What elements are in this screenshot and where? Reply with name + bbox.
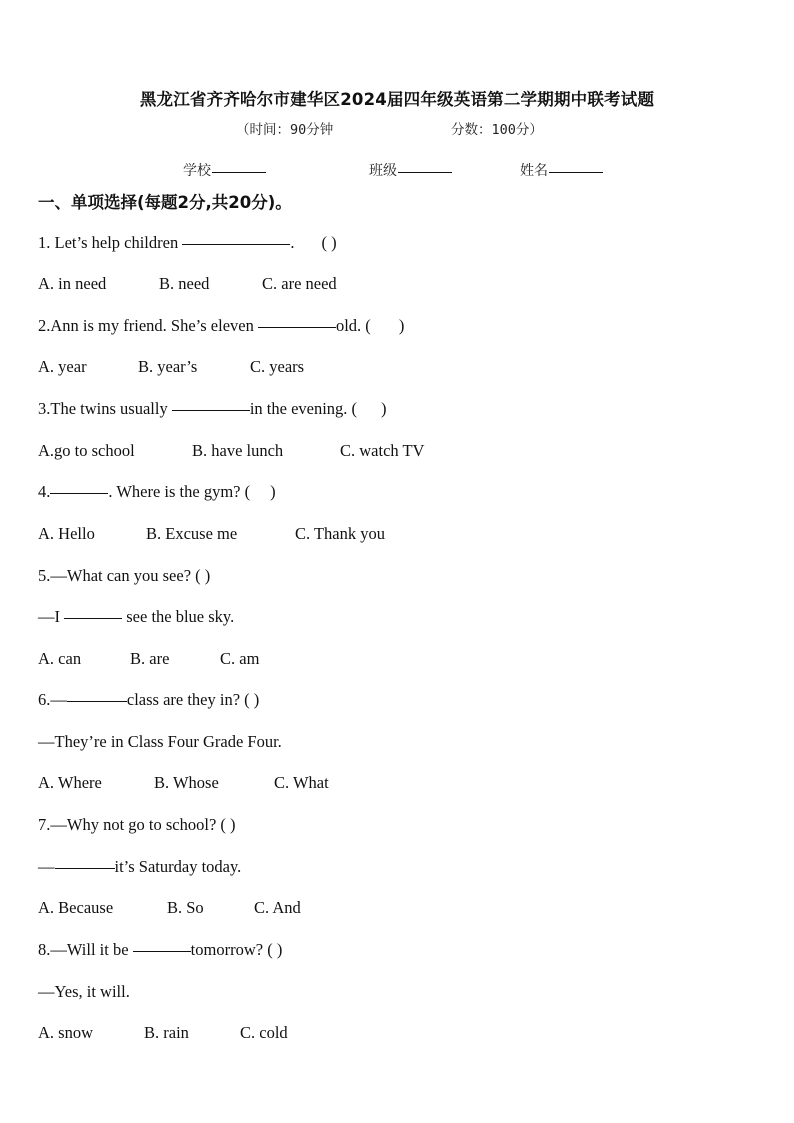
option-b[interactable]: B. have lunch — [192, 441, 284, 460]
question-5-response: —I see the blue sky. — [38, 607, 235, 626]
answer-paren[interactable]: ) — [398, 316, 405, 335]
answer-blank[interactable] — [67, 700, 127, 702]
exam-meta — [0, 118, 794, 138]
school-label: 学校 — [183, 163, 211, 179]
option-b[interactable]: B. Excuse me — [146, 524, 238, 543]
option-c[interactable]: C. And — [254, 898, 301, 917]
option-c[interactable]: C. What — [274, 773, 329, 792]
question-7: 7.—Why not go to school? ( ) — [38, 815, 236, 834]
question-4: 4. . Where is the gym? ( ) — [38, 482, 276, 501]
option-a[interactable]: A. Because — [38, 898, 114, 917]
question-3: 3.The twins usually in the evening. ( ) — [38, 399, 387, 418]
option-b[interactable]: B. Whose — [154, 773, 219, 792]
question-8-response: —Yes, it will. — [38, 982, 130, 1001]
section-heading: 一、单项选择(每题2分,共20分)。 — [38, 193, 292, 212]
answer-blank[interactable] — [64, 617, 122, 619]
question-6: 6.— class are they in? ( ) — [38, 690, 260, 709]
answer-blank[interactable] — [133, 950, 191, 952]
option-a[interactable]: A. Where — [38, 773, 102, 792]
option-b[interactable]: B. are — [130, 649, 170, 668]
answer-blank[interactable] — [55, 867, 115, 869]
school-blank[interactable] — [212, 172, 266, 173]
option-b[interactable]: B. rain — [144, 1023, 189, 1042]
name-blank[interactable] — [549, 172, 603, 173]
option-c[interactable]: C. am — [220, 649, 260, 668]
question-5: 5.—What can you see? ( ) — [38, 566, 211, 585]
answer-paren[interactable]: ) — [381, 399, 387, 418]
option-a[interactable]: A. in need — [38, 274, 107, 293]
question-6-response: —They’re in Class Four Grade Four. — [38, 732, 282, 751]
exam-time: （时间：90分钟 — [236, 122, 334, 138]
class-field[interactable] — [369, 160, 452, 180]
question-2: 2.Ann is my friend. She’s eleven old. ( ) — [38, 316, 405, 335]
option-c[interactable]: C. watch TV — [340, 441, 425, 460]
answer-blank[interactable] — [258, 326, 336, 328]
answer-paren[interactable]: ) — [270, 482, 276, 501]
student-info-row — [0, 160, 794, 180]
name-label: 姓名 — [520, 163, 548, 179]
school-field[interactable] — [183, 160, 266, 180]
option-c[interactable]: C. years — [250, 357, 305, 376]
exam-title: 黑龙江省齐齐哈尔市建华区2024届四年级英语第二学期期中联考试题 — [139, 90, 655, 109]
answer-blank[interactable] — [172, 409, 250, 411]
option-a[interactable]: A.go to school — [38, 441, 135, 460]
name-field[interactable] — [520, 160, 603, 180]
option-a[interactable]: A. snow — [38, 1023, 94, 1042]
option-b[interactable]: B. need — [159, 274, 210, 293]
option-a[interactable]: A. can — [38, 649, 82, 668]
option-b[interactable]: B. So — [167, 898, 204, 917]
question-8: 8.—Will it be tomorrow? ( ) — [38, 940, 283, 959]
exam-score: 分数：100分） — [451, 122, 543, 138]
option-c[interactable]: C. are need — [262, 274, 337, 293]
answer-blank[interactable] — [50, 492, 108, 494]
answer-paren[interactable]: ( ) — [321, 233, 337, 252]
option-a[interactable]: A. year — [38, 357, 87, 376]
class-label: 班级 — [369, 163, 397, 179]
answer-blank[interactable] — [182, 243, 290, 245]
class-blank[interactable] — [398, 172, 452, 173]
question-7-response: — it’s Saturday today. — [38, 857, 242, 876]
question-1: 1. Let’s help children . ( ) — [38, 233, 337, 252]
option-c[interactable]: C. Thank you — [295, 524, 385, 543]
option-c[interactable]: C. cold — [240, 1023, 288, 1042]
option-a[interactable]: A. Hello — [38, 524, 95, 543]
option-b[interactable]: B. year’s — [138, 357, 198, 376]
